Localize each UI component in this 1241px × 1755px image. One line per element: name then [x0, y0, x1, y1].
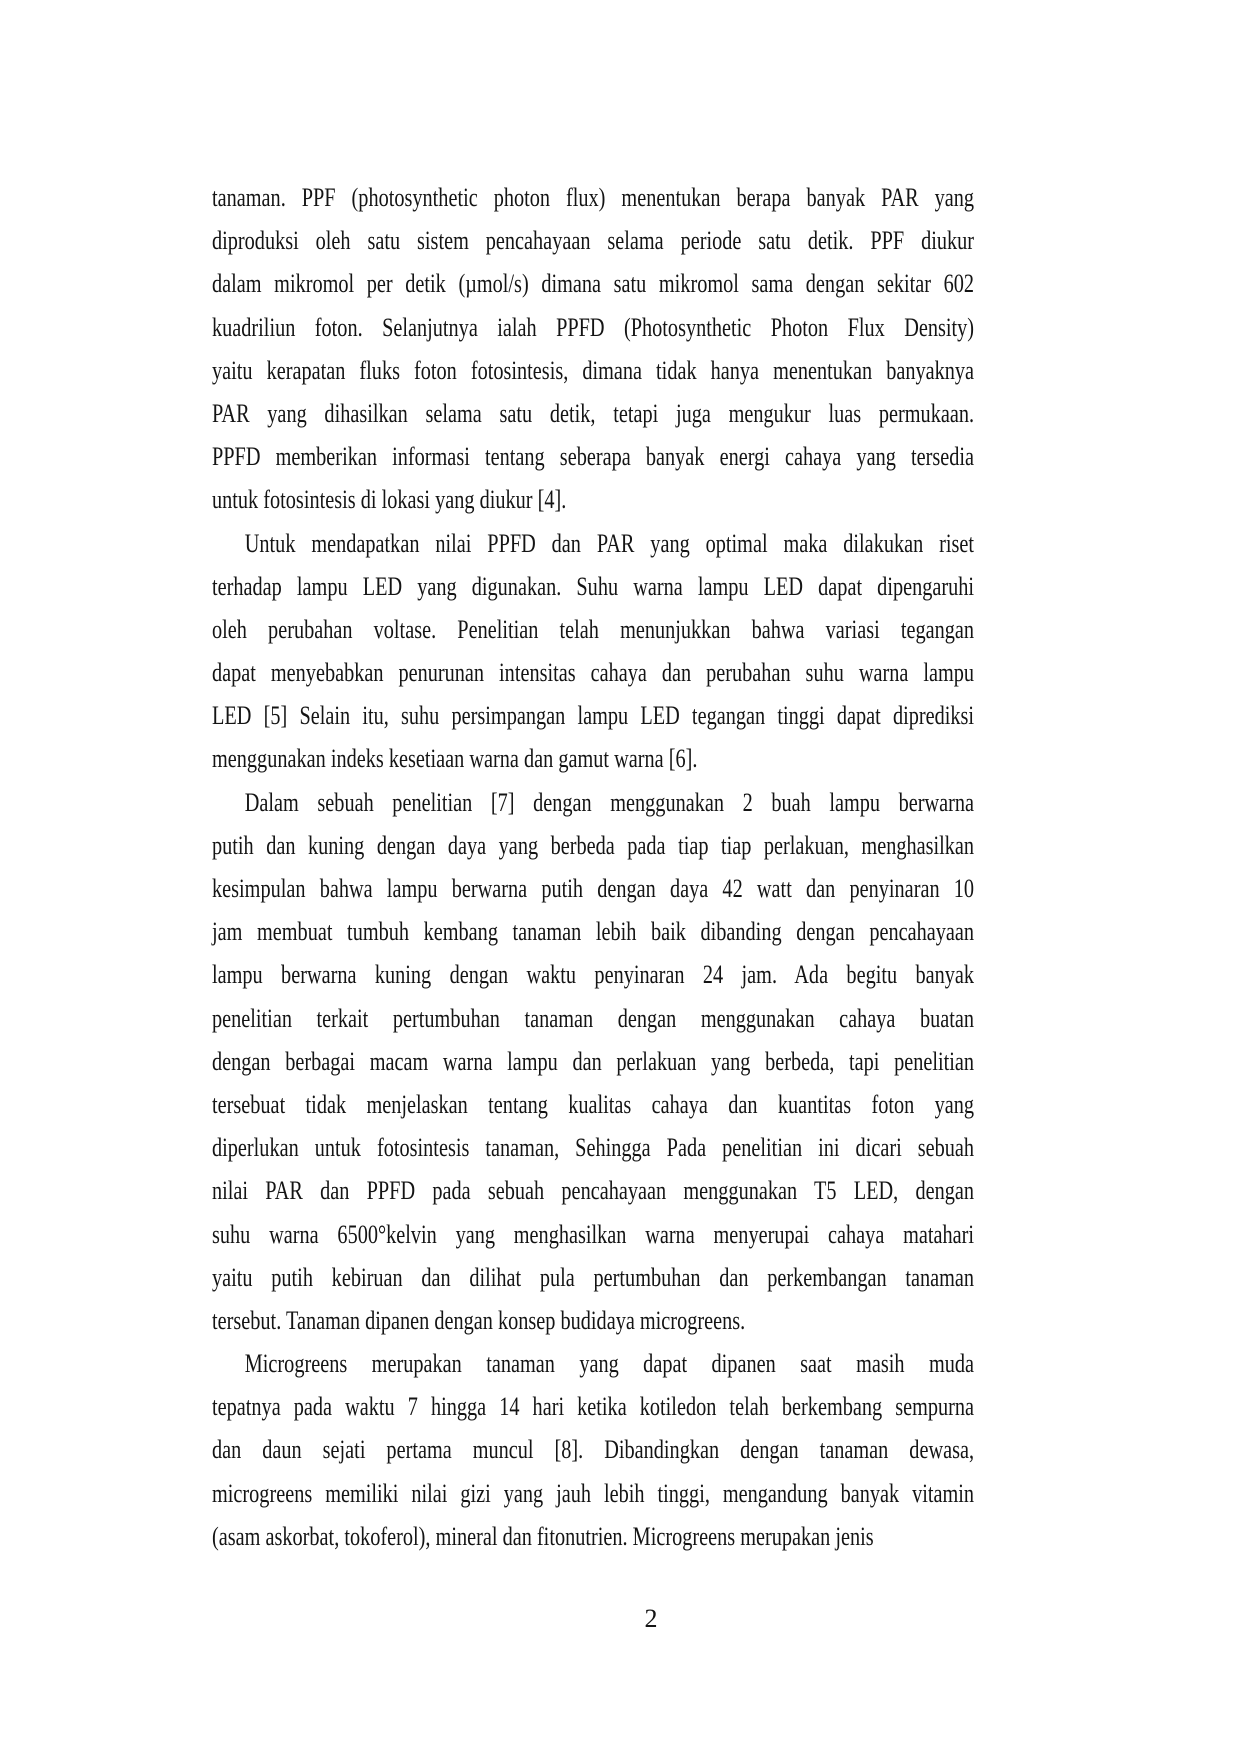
text-line: LED [5] Selain itu, suhu persimpangan lampu LED tegangan tinggi dapat diprediksi: [212, 701, 975, 731]
text-line: dalam mikromol per detik (µmol/s) dimana satu mikromol sama dengan sekitar 602: [212, 269, 975, 299]
text-line: menggunakan indeks kesetiaan warna dan gamut warna [6].: [212, 744, 698, 774]
text-line: nilai PAR dan PPFD pada sebuah pencahayaan menggunakan T5 LED, dengan: [212, 1176, 975, 1206]
text-line: PAR yang dihasilkan selama satu detik, tetapi juga mengukur luas permukaan.: [212, 398, 975, 428]
text-line: untuk fotosintesis di lokasi yang diukur [4].: [212, 485, 567, 515]
text-line: jam membuat tumbuh kembang tanaman lebih baik dibanding dengan pencahayaan: [212, 917, 975, 947]
page-number: 2: [644, 1604, 658, 1633]
text-line: PPFD memberikan informasi tentang seberapa banyak energi cahaya yang tersedia: [212, 442, 975, 472]
text-line: dan daun sejati pertama muncul [8]. Dibandingkan dengan tanaman dewasa,: [212, 1435, 975, 1465]
text-line: terhadap lampu LED yang digunakan. Suhu warna lampu LED dapat dipengaruhi: [212, 571, 975, 601]
paragraph: [212, 781, 974, 1342]
text-line: tersebut. Tanaman dipanen dengan konsep budidaya microgreens.: [212, 1305, 746, 1335]
text-line: dengan berbagai macam warna lampu dan perlakuan yang berbeda, tapi penelitian: [212, 1046, 975, 1076]
text-line: (asam askorbat, tokoferol), mineral dan fitonutrien. Microgreens merupakan jenis: [212, 1521, 874, 1551]
body-text: [212, 176, 974, 1558]
text-line: yaitu kerapatan fluks foton fotosintesis, dimana tidak hanya menentukan banyaknya: [212, 355, 975, 385]
paragraph: [212, 522, 974, 781]
paragraph: [212, 1342, 974, 1558]
text-line: suhu warna 6500°kelvin yang menghasilkan warna menyerupai cahaya matahari: [212, 1219, 975, 1249]
text-line: tanaman. PPF (photosynthetic photon flux) menentukan berapa banyak PAR yang: [212, 183, 975, 212]
text-line: kesimpulan bahwa lampu berwarna putih dengan daya 42 watt dan penyinaran 10: [212, 874, 975, 903]
text-line: Microgreens merupakan tanaman yang dapat dipanen saat masih muda: [244, 1349, 975, 1379]
text-line: diproduksi oleh satu sistem pencahayaan selama periode satu detik. PPF diukur: [212, 226, 975, 256]
text-line: Dalam sebuah penelitian [7] dengan menggunakan 2 buah lampu berwarna: [244, 787, 975, 817]
text-line: dapat menyebabkan penurunan intensitas cahaya dan perubahan suhu warna lampu: [212, 658, 975, 688]
text-line: microgreens memiliki nilai gizi yang jauh lebih tinggi, mengandung banyak vitamin: [212, 1478, 975, 1508]
text-line: lampu berwarna kuning dengan waktu penyinaran 24 jam. Ada begitu banyak: [212, 960, 975, 990]
text-line: tepatnya pada waktu 7 hingga 14 hari ketika kotiledon telah berkembang sempurna: [212, 1392, 975, 1422]
text-line: diperlukan untuk fotosintesis tanaman, Sehingga Pada penelitian ini dicari sebuah: [212, 1133, 975, 1163]
text-line: Untuk mendapatkan nilai PPFD dan PAR yang optimal maka dilakukan riset: [244, 528, 975, 558]
paragraph: [212, 176, 974, 522]
text-line: yaitu putih kebiruan dan dilihat pula pertumbuhan dan perkembangan tanaman: [212, 1262, 975, 1292]
text-line: oleh perubahan voltase. Penelitian telah menunjukkan bahwa variasi tegangan: [212, 614, 975, 644]
text-line: tersebuat tidak menjelaskan tentang kualitas cahaya dan kuantitas foton yang: [212, 1089, 975, 1119]
text-line: kuadriliun foton. Selanjutnya ialah PPFD (Photosynthetic Photon Flux Density): [212, 312, 975, 342]
text-line: putih dan kuning dengan daya yang berbeda pada tiap tiap perlakuan, menghasilkan: [212, 830, 975, 860]
text-line: penelitian terkait pertumbuhan tanaman dengan menggunakan cahaya buatan: [212, 1003, 975, 1033]
